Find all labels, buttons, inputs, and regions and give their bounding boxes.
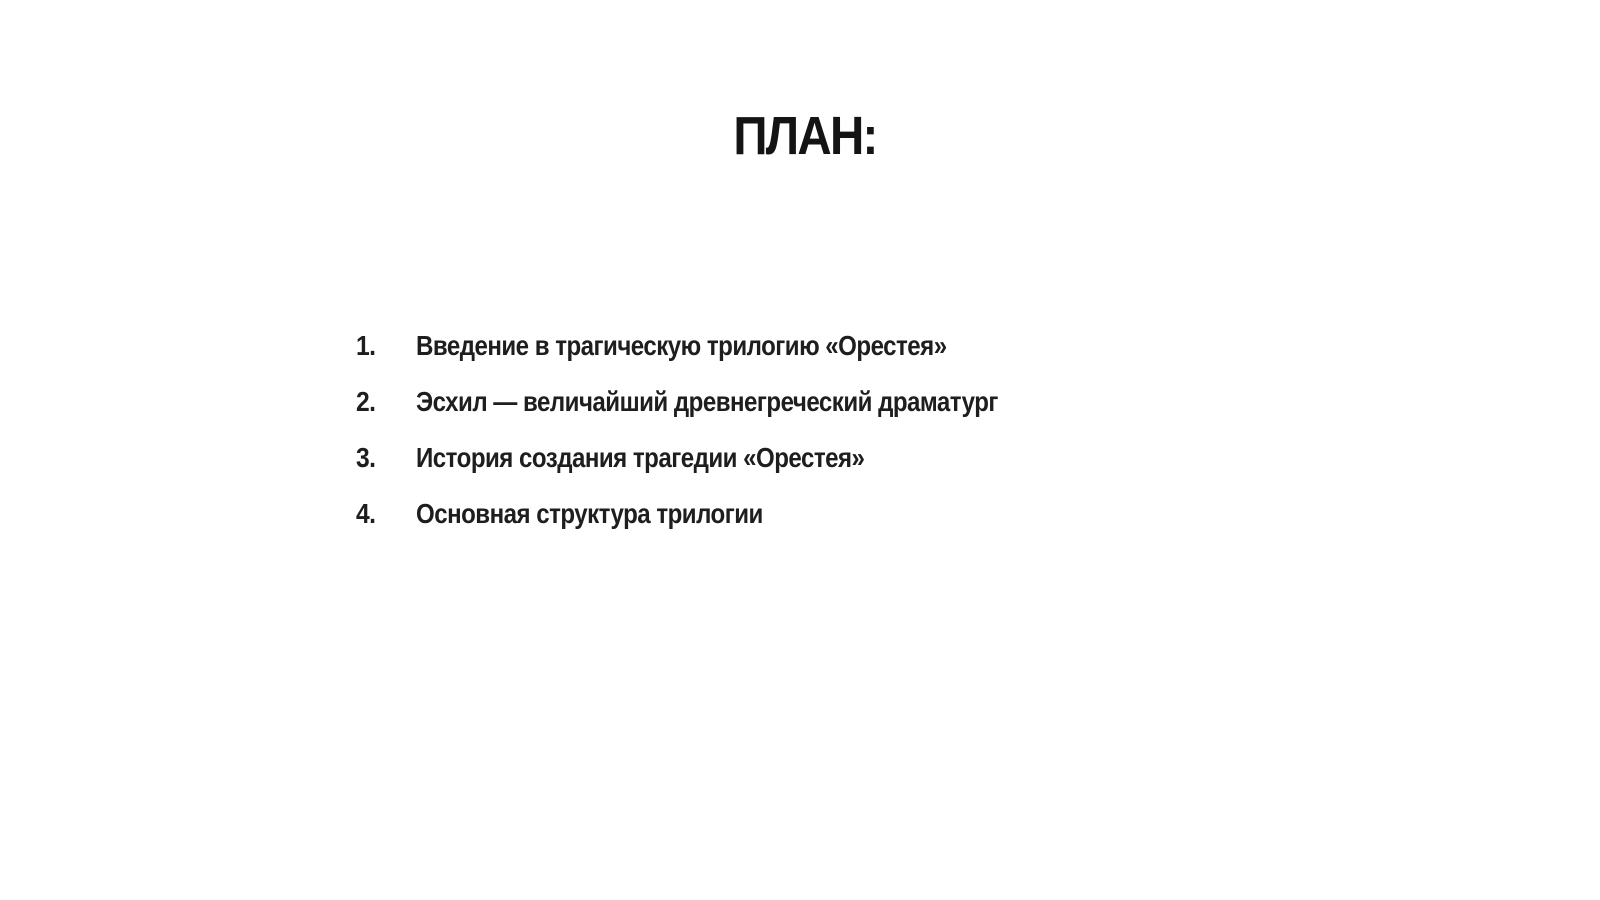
plan-item-number: 2. [356, 386, 376, 417]
plan-item [356, 328, 1093, 384]
plan-item-text: Эсхил — величайший древнегреческий драматург [416, 386, 998, 417]
plan-item-text: Основная структура трилогии [416, 498, 763, 529]
plan-item-number: 1. [356, 330, 376, 361]
plan-item [356, 440, 1093, 496]
slide-title: ПЛАН: [733, 106, 877, 166]
plan-list [356, 328, 1093, 552]
plan-item [356, 496, 1093, 552]
plan-item [356, 384, 1093, 440]
plan-item-text: История создания трагедии «Орестея» [416, 442, 865, 473]
plan-item-number: 3. [356, 442, 376, 473]
plan-item-number: 4. [356, 498, 376, 529]
plan-item-text: Введение в трагическую трилогию «Орестея» [416, 330, 947, 361]
